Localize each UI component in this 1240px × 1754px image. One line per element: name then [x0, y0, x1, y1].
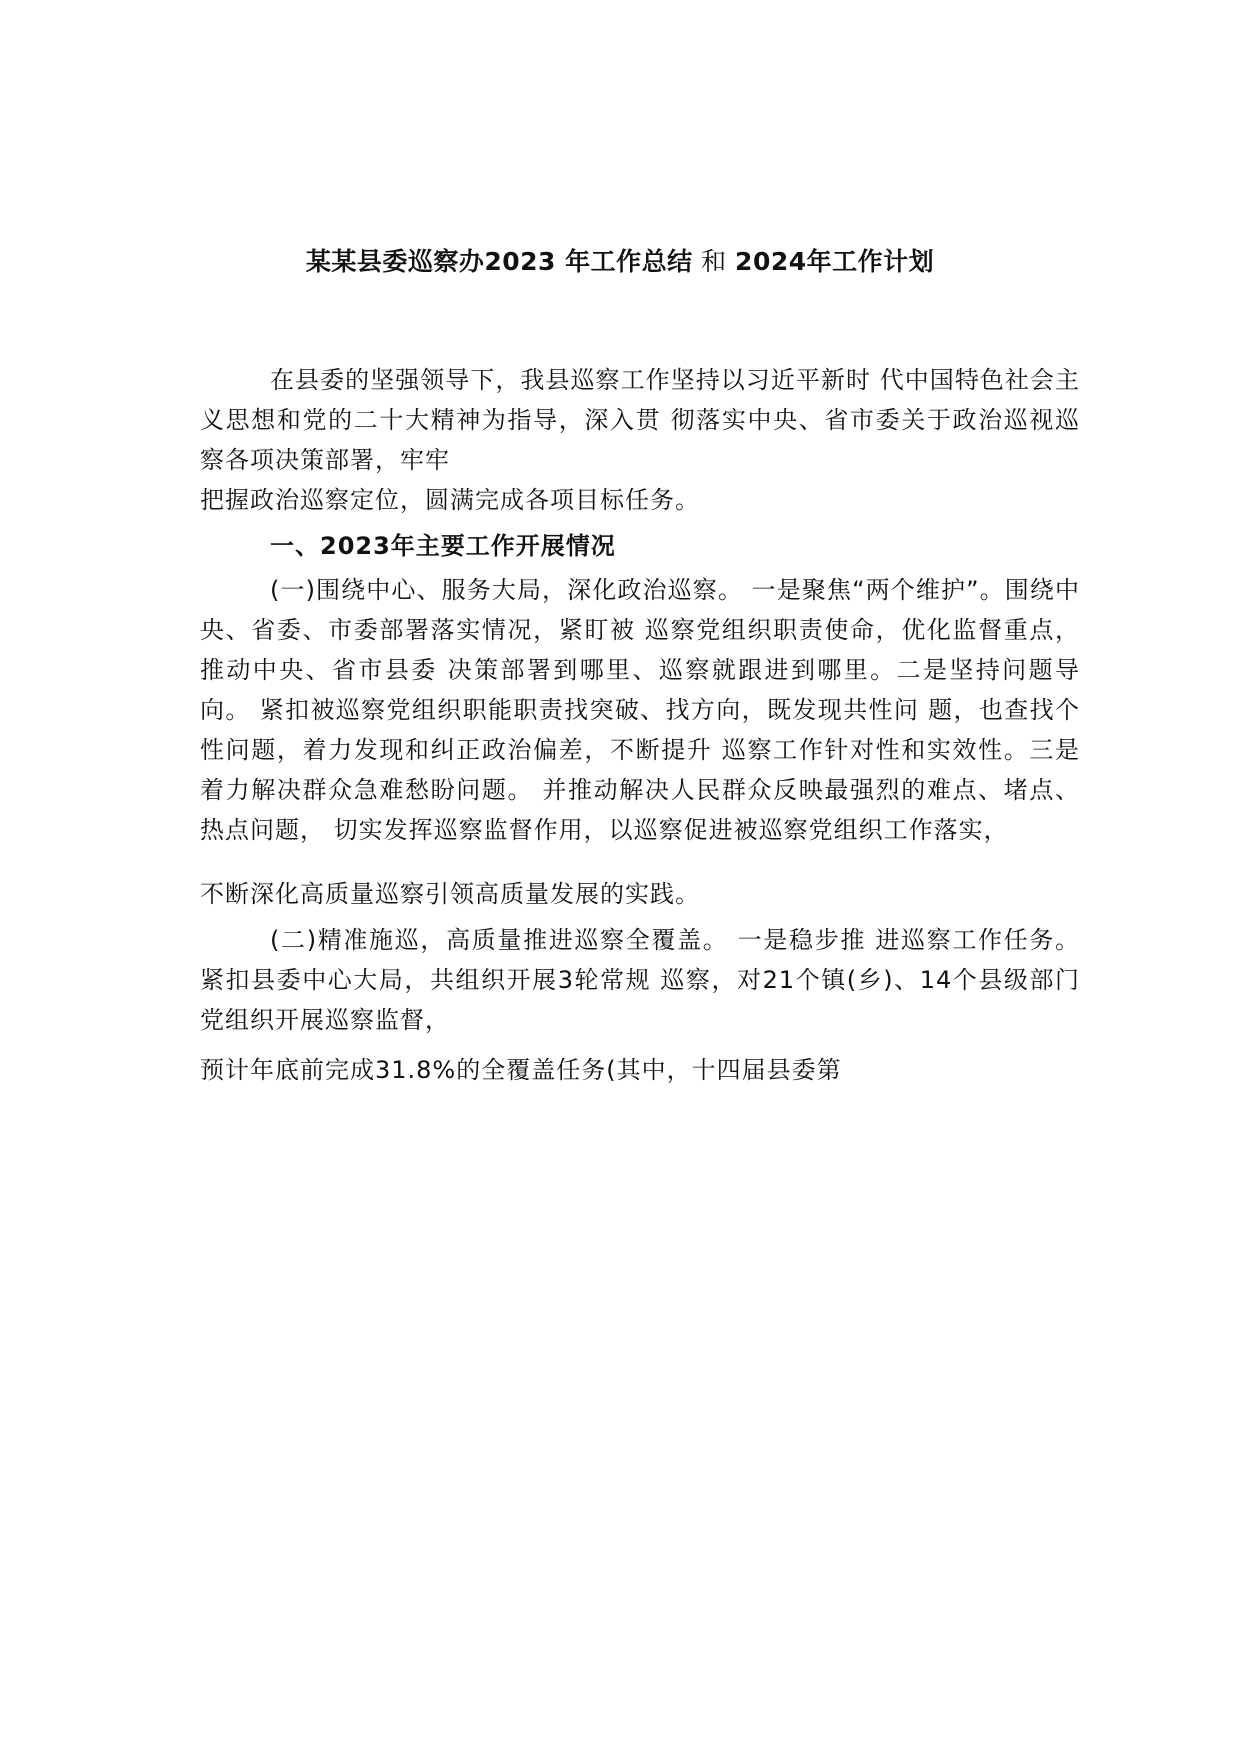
part2-paragraph-continued: 预计年底前完成31.8%的全覆盖任务(其中，十四届县委第 — [200, 1056, 842, 1084]
part1-paragraph: (一)围绕中心、服务大局，深化政治巡察。 一是聚焦“两个维护”。围绕中央、省委、市委部署落实情况，紧盯被 巡察党组织职责使命，优化监督重点，推动中央、省市县委 决策部署到哪里、巡察就跟进到哪里。二是坚持问题导向。 紧扣被巡察党组织职能职责找突破、找方向，既发现共性问 题，也查找个性问题，着力发现和纠正政治偏差，不断提升 巡察工作针对性和实效性。三是着力解决群众急难愁盼问题。 并推动解决人民群众反映最强烈的难点、堵点、热点问题， 切实发挥巡察监督作用，以巡察促进被巡察党组织工作落实， — [200, 576, 1080, 844]
title-tail: 2024年工作计划 — [735, 247, 935, 276]
part2-paragraph: (二)精准施巡，高质量推进巡察全覆盖。 一是稳步推 进巡察工作任务。紧扣县委中心大局，共组织开展3轮常规 巡察，对21个镇(乡)、14个县级部门党组织开展巡察监督， — [200, 926, 1080, 1034]
intro-paragraph-continued: 把握政治巡察定位，圆满完成各项目标任务。 — [200, 486, 700, 514]
title-conjunction: 和 — [692, 247, 736, 276]
title-main: 某某县委巡察办2023 年工作总结 — [305, 247, 693, 276]
section-heading-1: 一、2023年主要工作开展情况 — [270, 532, 616, 560]
intro-paragraph: 在县委的坚强领导下，我县巡察工作坚持以习近平新时 代中国特色社会主义思想和党的二十大精神为指导，深入贯 彻落实中央、省市委关于政治巡视巡察各项决策部署，牢牢 — [200, 366, 1080, 474]
part1-paragraph-continued: 不断深化高质量巡察引领高质量发展的实践。 — [200, 880, 700, 908]
document-title — [0, 244, 1240, 280]
